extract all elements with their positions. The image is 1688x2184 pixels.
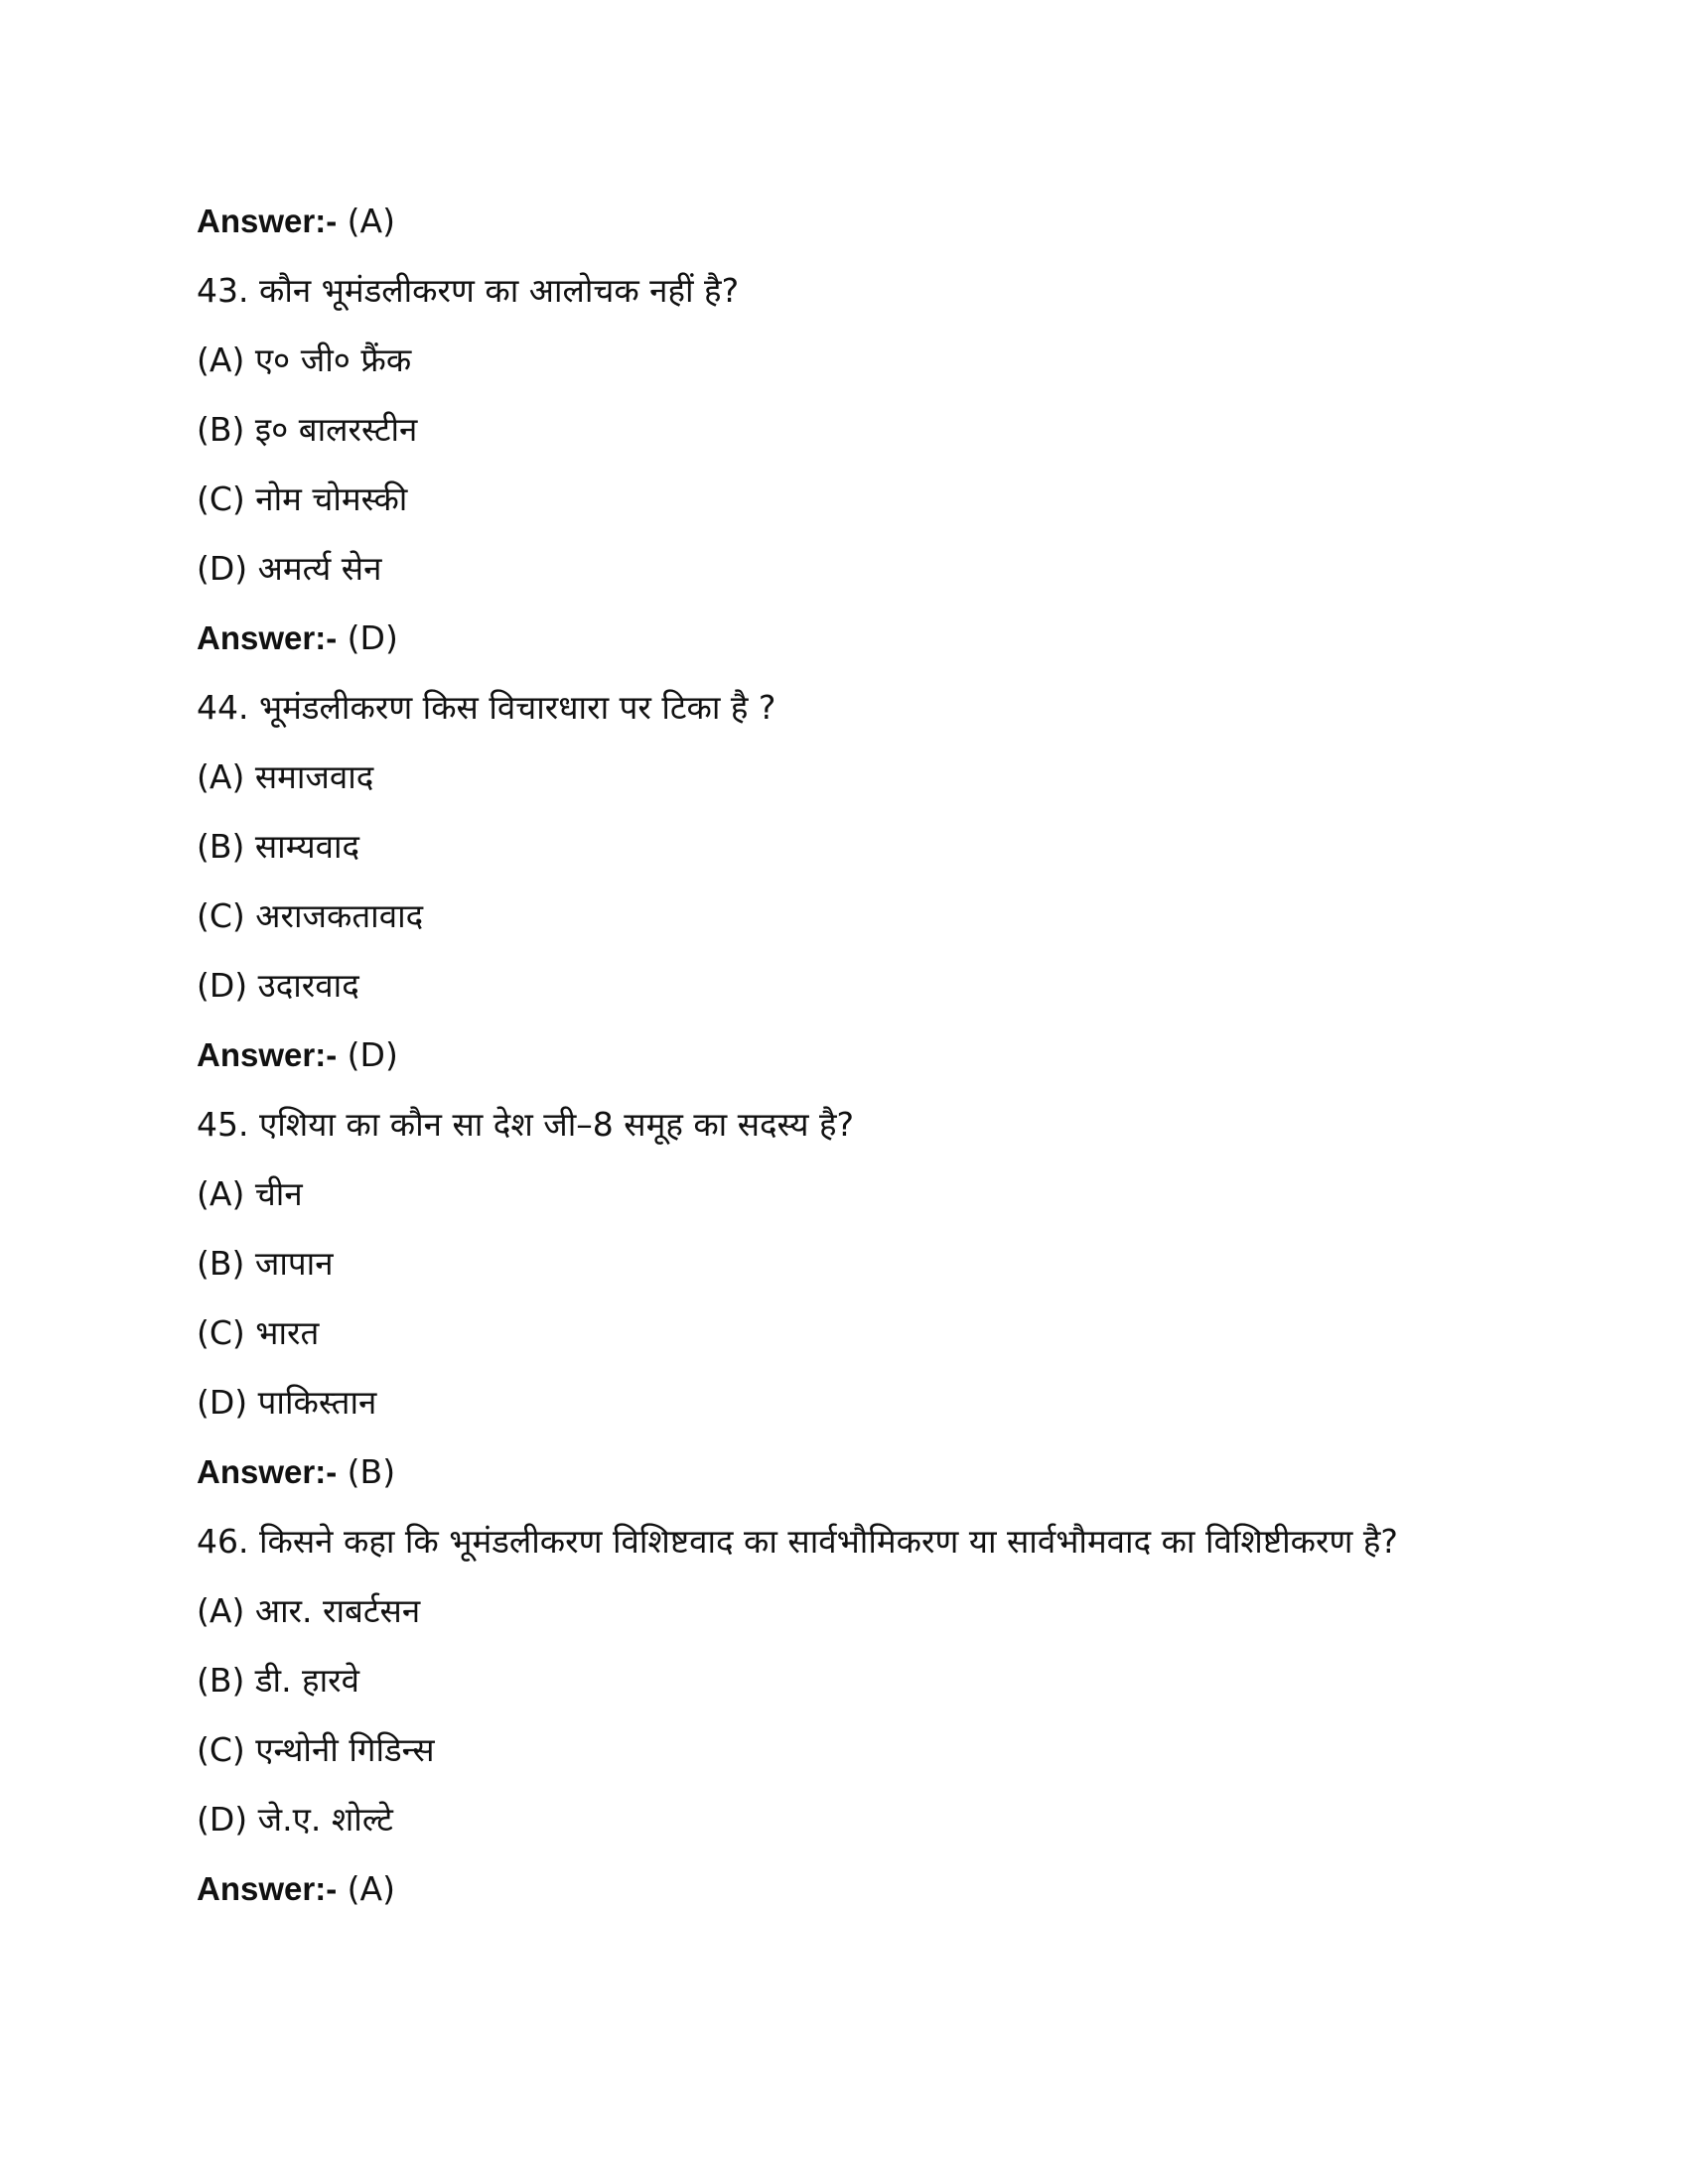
question-text: 46. किसने कहा कि भूमंडलीकरण विशिष्टवाद का सार्वभौमिकरण या सार्वभौमवाद का विशिष्टीकरण है? bbox=[197, 1522, 1398, 1561]
answer-label: Answer:- bbox=[197, 1453, 338, 1490]
option-c: (C) एन्थोनी गिडिन्स bbox=[197, 1730, 435, 1769]
answer-value: (B) bbox=[337, 1452, 396, 1491]
answer-line bbox=[197, 1445, 1527, 1515]
question-block-46 bbox=[197, 1515, 1527, 1932]
answer-label: Answer:- bbox=[197, 203, 338, 239]
answer-line bbox=[197, 612, 1527, 681]
question-list bbox=[197, 195, 1527, 1932]
answer-value: (A) bbox=[337, 1869, 396, 1908]
question-text: 45. एशिया का कौन सा देश जी–8 समूह का सदस्य है? bbox=[197, 1105, 855, 1144]
question-block-43 bbox=[197, 264, 1527, 681]
answer-label: Answer:- bbox=[197, 619, 338, 656]
question-text: 44. भूमंडलीकरण किस विचारधारा पर टिका है ? bbox=[197, 688, 776, 727]
question-block-45 bbox=[197, 1098, 1527, 1515]
answer-label: Answer:- bbox=[197, 1870, 338, 1907]
question-text: 43. कौन भूमंडलीकरण का आलोचक नहीं है? bbox=[197, 271, 740, 310]
option-a: (A) समाजवाद bbox=[197, 757, 374, 796]
option-b: (B) जापान bbox=[197, 1244, 334, 1283]
option-c: (C) अराजकतावाद bbox=[197, 896, 424, 935]
option-d: (D) उदारवाद bbox=[197, 966, 359, 1005]
option-d: (D) अमर्त्य सेन bbox=[197, 549, 382, 588]
option-c: (C) भारत bbox=[197, 1313, 320, 1352]
answer-line bbox=[197, 195, 1527, 264]
answer-line bbox=[197, 1028, 1527, 1098]
option-a: (A) चीन bbox=[197, 1174, 303, 1213]
option-b: (B) डी. हारवे bbox=[197, 1661, 359, 1700]
option-c: (C) नोम चोमस्की bbox=[197, 479, 408, 518]
option-d: (D) पाकिस्तान bbox=[197, 1383, 377, 1422]
option-b: (B) इ० बालरस्टीन bbox=[197, 410, 418, 449]
answer-value: (D) bbox=[337, 618, 398, 657]
answer-value: (D) bbox=[337, 1035, 398, 1074]
answer-label: Answer:- bbox=[197, 1036, 338, 1073]
answer-value: (A) bbox=[337, 202, 396, 240]
option-a: (A) आर. राबर्टसन bbox=[197, 1591, 421, 1630]
answer-line bbox=[197, 1862, 1527, 1932]
option-b: (B) साम्यवाद bbox=[197, 827, 360, 866]
question-block-44 bbox=[197, 681, 1527, 1098]
option-a: (A) ए० जी० फ्रैंक bbox=[197, 341, 412, 379]
option-d: (D) जे.ए. शोल्टे bbox=[197, 1800, 393, 1839]
